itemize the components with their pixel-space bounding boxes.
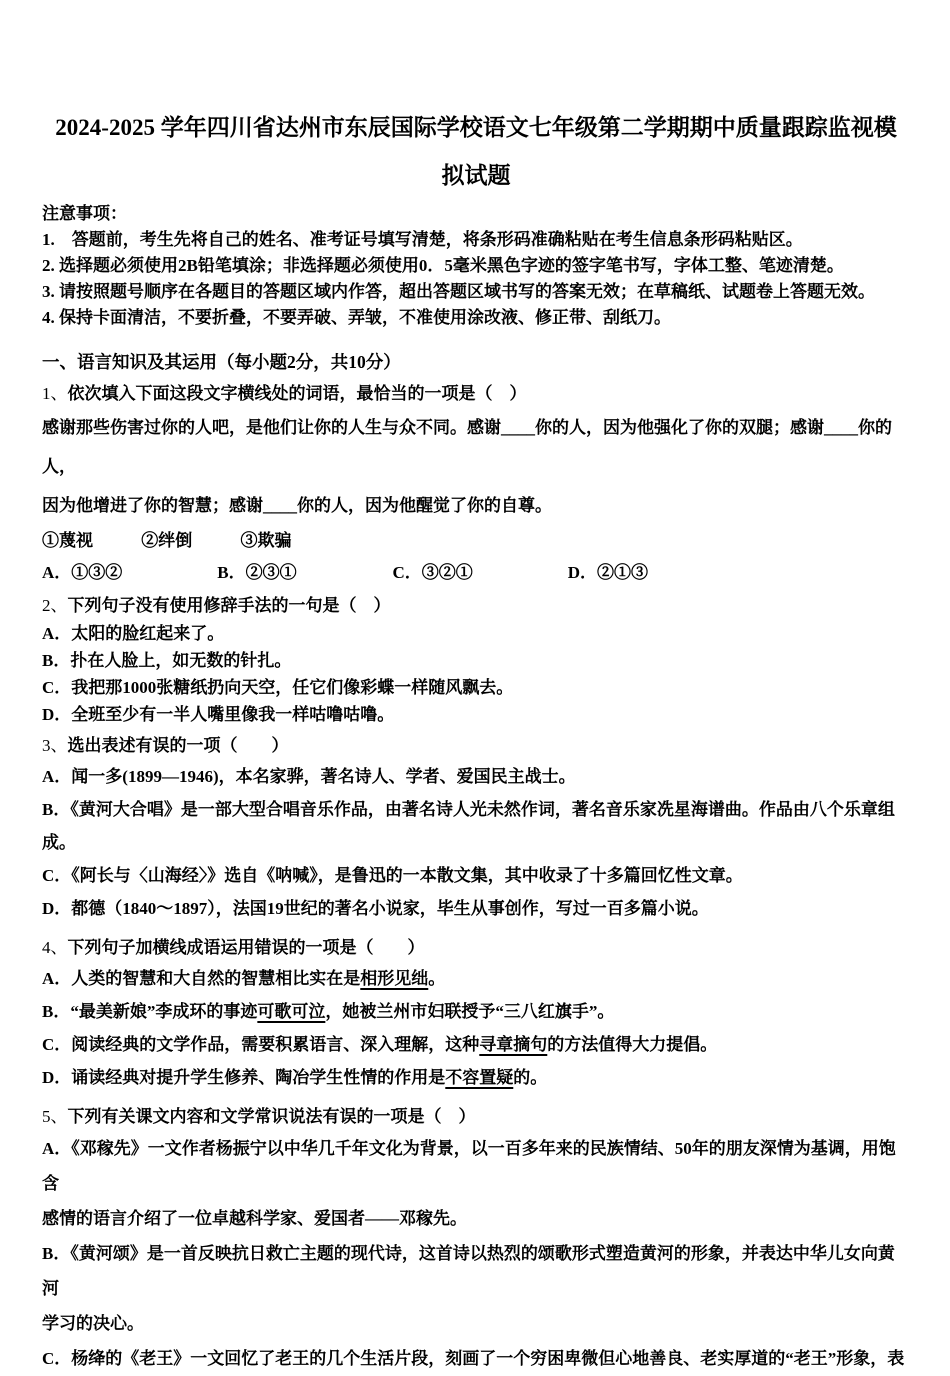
question-1-option-c: C．③②① — [392, 563, 473, 582]
question-5-option-b-line-1: B．《黄河颂》是一首反映抗日救亡主题的现代诗，这首诗以热烈的颂歌形式塑造黄河的形象，并表达中华儿女向黄河 — [42, 1244, 895, 1298]
notice-item-3: 3. 请按照题号顺序在各题目的答题区域内作答，超出答题区域书写的答案无效；在草稿纸、试题卷上答题无效。 — [42, 282, 875, 301]
question-4-number: 4、 — [42, 938, 68, 957]
question-1-option-d: D．②①③ — [567, 563, 649, 582]
page-title-line-1: 2024-2025 学年四川省达州市东辰国际学校语文七年级第二学期期中质量跟踪监视模 — [55, 115, 897, 140]
question-3-stem — [42, 732, 910, 760]
question-4-option-d-post: 的。 — [513, 1068, 548, 1087]
question-1-options-row — [42, 557, 910, 588]
notice-item-1: 1. 答题前，考生先将自己的姓名、准考证号填写清楚，将条形码准确粘贴在考生信息条形码粘贴区。 — [42, 230, 803, 249]
question-2-stem-text: 下列句子没有使用修辞手法的一句是（ ） — [67, 596, 391, 615]
notice-item-4: 4. 保持卡面清洁，不要折叠，不要弄破、弄皱，不准使用涂改液、修正带、刮纸刀。 — [42, 308, 671, 327]
question-4-option-d — [42, 1061, 910, 1094]
question-4-option-b-post: ，她被兰州市妇联授予“三八红旗手”。 — [325, 1002, 615, 1021]
question-3-option-d: D．都德（1840～1897），法国19世纪的著名小说家，毕生从事创作，写过一百多篇小说。 — [42, 899, 709, 918]
question-1-stem-text: 依次填入下面这段文字横线处的词语，最恰当的一项是（ ） — [67, 384, 527, 403]
question-2-option-a: A．太阳的脸红起来了。 — [42, 624, 225, 643]
question-1-stem — [42, 380, 910, 408]
question-4-option-c-post: 的方法值得大力提倡。 — [547, 1035, 718, 1054]
question-1-option-b: B．②③① — [217, 563, 297, 582]
question-4-option-a-underlined-idiom: 相形见绌 — [360, 969, 429, 988]
question-1-word-choices — [42, 525, 910, 557]
question-4-option-b-pre: B．“最美新娘”李成环的事迹 — [42, 1002, 258, 1021]
question-4-option-c-pre: C．阅读经典的文学作品，需要积累语言、深入理解，这种 — [42, 1035, 480, 1054]
question-1-word-3: ③欺骗 — [240, 531, 292, 550]
question-2-number: 2、 — [42, 596, 68, 615]
question-3-stem-text: 选出表述有误的一项（ ） — [67, 736, 289, 755]
question-5-stem-text: 下列有关课文内容和文学常识说法有误的一项是（ ） — [67, 1107, 476, 1126]
question-2-option-d: D．全班至少有一半人嘴里像我一样咕噜咕噜。 — [42, 705, 395, 724]
question-4-stem-text: 下列句子加横线成语运用错误的一项是（ ） — [67, 938, 425, 957]
question-5-stem — [42, 1103, 910, 1131]
question-1-word-2: ②绊倒 — [141, 531, 193, 550]
question-4-option-a-pre: A．人类的智慧和大自然的智慧相比实在是 — [42, 969, 361, 988]
page-title-line-2: 拟试题 — [441, 163, 511, 188]
question-1-word-1: ①蔑视 — [42, 531, 93, 550]
notice-item-2: 2. 选择题必须使用2B铅笔填涂；非选择题必须使用0．5毫米黑色字迹的签字笔书写，字体工整、笔迹清楚。 — [42, 256, 844, 275]
question-4-option-c-underlined-idiom: 寻章摘句 — [479, 1035, 548, 1054]
question-3-option-b: B．《黄河大合唱》是一部大型合唱音乐作品，由著名诗人光未然作词，著名音乐家冼星海谱曲。作品由八个乐章组成。 — [42, 800, 895, 852]
question-5-option-c-line-1-truncated: C．杨绛的《老王》一文回忆了老王的几个生活片段，刻画了一个穷困卑微但心地善良、老实厚道的“老王”形象，表 — [42, 1349, 905, 1368]
notice-heading: 注意事项： — [42, 204, 127, 223]
question-4-option-b-underlined-idiom: 可歌可泣 — [257, 1002, 326, 1021]
question-2-option-b: B．扑在人脸上，如无数的针扎。 — [42, 651, 292, 670]
question-3-number: 3、 — [42, 736, 68, 755]
question-3-option-a: A．闻一多(1899—1946)，本名家骅，著名诗人、学者、爱国民主战士。 — [42, 767, 576, 786]
question-3-option-c: C．《阿长与〈山海经〉》选自《呐喊》，是鲁迅的一本散文集，其中收录了十多篇回忆性文章。 — [42, 866, 743, 885]
question-4-option-d-underlined-idiom: 不容置疑 — [445, 1068, 514, 1087]
section-one-heading: 一、语言知识及其运用（每小题2分，共10分） — [42, 352, 401, 372]
question-1-passage-line-1: 感谢那些伤害过你的人吧，是他们让你的人生与众不同。感谢____你的人，因为他强化了你的双腿；感谢____你的人， — [42, 418, 892, 476]
question-4-option-d-pre: D．诵读经典对提升学生修养、陶冶学生性情的作用是 — [42, 1068, 446, 1087]
question-5-option-a-line-2: 感情的语言介绍了一位卓越科学家、爱国者——邓稼先。 — [42, 1209, 467, 1228]
question-1-option-a: A．①③② — [42, 563, 123, 582]
question-4-option-a — [42, 962, 910, 995]
question-4-stem — [42, 934, 910, 962]
question-5-option-a-line-1: A．《邓稼先》一文作者杨振宁以中华几千年文化为背景，以一百多年来的民族情结、50年的朋友深情为基调，用饱含 — [42, 1139, 896, 1193]
question-2-option-c: C．我把那1000张糖纸扔向天空，任它们像彩蝶一样随风飘去。 — [42, 678, 514, 697]
question-4-option-b — [42, 995, 910, 1028]
question-5-option-b-line-2: 学习的决心。 — [42, 1314, 144, 1333]
question-5-number: 5、 — [42, 1107, 68, 1126]
question-4-option-c — [42, 1028, 910, 1061]
question-4-option-a-post: 。 — [428, 969, 446, 988]
question-2-stem — [42, 592, 910, 620]
question-1-number: 1、 — [42, 384, 68, 403]
question-1-passage-line-2: 因为他增进了你的智慧；感谢____你的人，因为他醒觉了你的自尊。 — [42, 496, 552, 515]
